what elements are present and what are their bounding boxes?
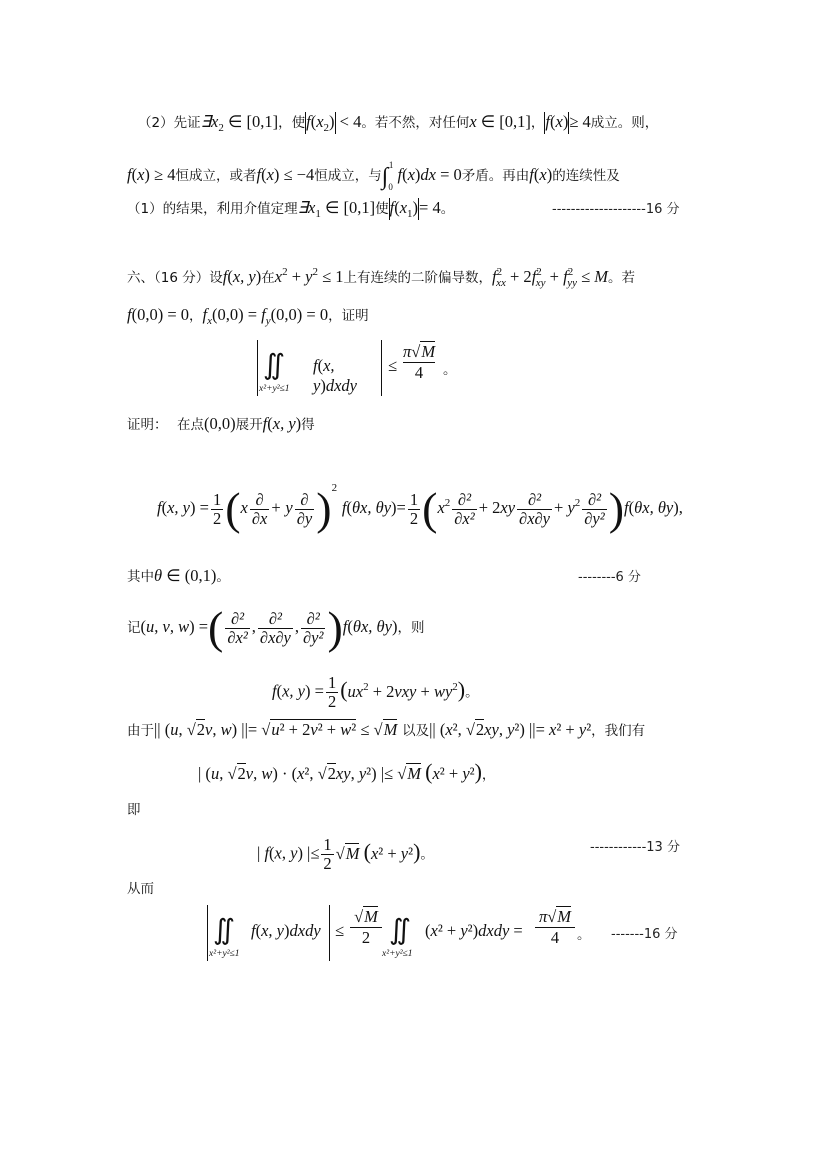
text: 成立。则， <box>590 115 659 131</box>
text: ， <box>530 115 545 131</box>
text: 由于 <box>127 723 154 739</box>
score-mark: --------6 分 <box>578 570 641 585</box>
text: ， <box>189 308 203 324</box>
text: ，我们有 <box>591 723 646 739</box>
part2-line1: （2）先证$\exists x_2$ ∈ [0,1]，使$f(x_2) < 4$。若不然，对任何x ∈ [0,1]，f(x)≥ 4成立。则， <box>138 112 659 134</box>
bound-line: | f(x, y) |≤ $\frac{1}{2}$ √M (x² + y²)。 <box>257 835 434 873</box>
proof-label: 证明： <box>127 417 168 433</box>
text: 在点 <box>177 417 205 433</box>
text: 。 <box>577 927 591 943</box>
text: 记 <box>127 620 141 636</box>
text: 得 <box>301 417 315 433</box>
text: 其中 <box>127 569 154 585</box>
q6-line1: 六、（16 分）设f(x, y)在$x^2 + y^2 \le 1$上有连续的二阶偏导数，$f^2_{xx} + 2f^2_{xy} + f^2_{yy} \le M$。若 <box>127 266 636 289</box>
text: 从而 <box>127 881 154 897</box>
text: 。 <box>216 569 230 585</box>
text: 的连续性及 <box>552 168 620 184</box>
text: 。 <box>420 846 434 863</box>
quadratic-form: f(x, y) = $\frac{1}{2}$ $(ux^2 + 2vxy + wy^2)$。 <box>272 673 479 711</box>
score-mark: --------------------16 分 <box>552 202 680 217</box>
score-mark: -------16 分 <box>611 927 678 942</box>
text: ，使 <box>278 115 306 131</box>
part2-line3: （1）的结果，利用介值定理$\exists x_1$ ∈ [0,1]使$f(x_1)= 4$。 <box>127 198 455 220</box>
cauchy-schwarz-line: | (u, √2v, w) · (x², √2xy, y²) |≤ √M (x² + y²)， <box>198 759 496 784</box>
proof-line1: 证明： 在点(0,0)展开f(x, y)得 <box>127 414 315 433</box>
document-page: （2）先证$\exists x_2$ ∈ [0,1]，使$f(x_2) < 4$。若不然，对任何x ∈ [0,1]，f(x)≥ 4成立。则， f(x) ≥ 4恒成立，或者f(x) ≤ −4恒成立，与$\int_0^1$ f(x)dx = 0矛盾。再由f(x)的连续性及 （1）的结果，利用介值定理$\exists x_1$ ∈ [0,1]使$f(x_1)= 4$。 --------------------16 分 六、（16 分）设f(x, y)在$x^2 + y^2 \le 1$上有连续的二阶偏导数，$f^2_{xx} + 2f^2_{xy} + f^2_{yy} \le M$。若 f(0,0) = 0，$f_x(0,0) = f_y(0,0) = 0$，证明 ∬ x²+y²≤1 f(x, y)dxdy ≤ π√M 4 。 证明： 在点(0,0)展开f(x, y)得 f(x, y) = $\frac{1}{2}$ (x $\frac{\partial}{\partial x}$ + y $\frac{\partial}{\partial y}$ )$^2$ f(θx, θy)= $\frac{1}{2}$ ($x^2$ $\frac{\text{∂²}}{\text{∂x²}}$ + 2xy $\frac{\text{∂²}}{\partial x\partial y}$ + $y^2$ $\frac{\text{∂²}}{\text{∂y²}}$ )f(θx, θy), 其中θ ∈ (0,1)。 --------6 分 记(u, v, w) =( $\frac{\text{∂²}}{\text{∂x²}}$ , $\frac{\text{∂²}}{\partial x\partial y}$ , $\frac{\text{∂²}}{\text{∂y²}}$ )f(θx, θy)，则 f(x, y) = $\frac{1}{2}$ $(ux^2 + 2vxy + wy^2)$。 由于|| (u, √2v, w) ||= √u² + 2v² + w² ≤ √M 以及|| (x², √2xy, y²) ||= x² + y²，我们有 | (u, √2v, w) · (x², √2xy, y²) |≤ √M (x² + y²)， 即 | f(x, y) |≤ $\frac{1}{2}$ √M (x² + y²)。 ------------13 分 从而 ∬ x²+y²≤1 f(x, y)dxdy ≤ √M 2 ∬ x²+y²≤1 (x² + y²)dxdy = π√M 4 。 -------16 分 <box>127 112 683 959</box>
text: 恒成立，或者 <box>175 168 257 184</box>
score-mark: ------------13 分 <box>590 840 680 855</box>
text: （2）先证 <box>138 115 201 131</box>
text: ， <box>481 767 496 783</box>
q6-line2: f(0,0) = 0，$f_x(0,0) = f_y(0,0) = 0$，证明 <box>127 305 369 327</box>
text: 。若不然，对任何 <box>361 115 470 131</box>
norm-line: 由于|| (u, √2v, w) ||= √u² + 2v² + w² ≤ √M 以及|| (x², √2xy, y²) ||= x² + y²，我们有 <box>127 720 646 739</box>
final-inequality: ∬ x²+y²≤1 f(x, y)dxdy ≤ √M 2 ∬ x²+y²≤1 (x² + y²)dxdy = π√M 4 。 <box>209 907 591 959</box>
text: 六、（16 分）设 <box>127 270 223 286</box>
taylor-expansion: f(x, y) = $\frac{1}{2}$ (x $\frac{\partial}{\partial x}$ + y $\frac{\partial}{\partial y}$ )$^2$ f(θx, θy)= $\frac{1}{2}$ ($x^2$ $\frac{\text{∂²}}{\text{∂x²}}$ + 2xy $\frac{\text{∂²}}{\partial x\partial y}$ + $y^2$ $\frac{\text{∂²}}{\text{∂y²}}$ )f(θx, θy), <box>157 482 683 534</box>
text: 展开 <box>235 417 263 433</box>
theta-line: 其中θ ∈ (0,1)。 <box>127 566 230 585</box>
text: 上有连续的二阶偏导数， <box>343 270 493 286</box>
text: 。 <box>443 362 457 378</box>
text: 使 <box>375 201 389 217</box>
text: 。 <box>440 201 455 217</box>
text: 矛盾。再由 <box>461 168 530 184</box>
text: 恒成立，与 <box>314 168 382 184</box>
text: （1）的结果，利用介值定理 <box>127 201 298 217</box>
text: 以及 <box>402 723 430 739</box>
text: 在 <box>261 270 275 286</box>
text: ，则 <box>397 620 425 636</box>
part2-line2: f(x) ≥ 4恒成立，或者f(x) ≤ −4恒成立，与$\int_0^1$ f(x)dx = 0矛盾。再由f(x)的连续性及 <box>127 160 620 192</box>
text: 。 <box>465 684 479 701</box>
notation-line: 记(u, v, w) =( $\frac{\text{∂²}}{\text{∂x²}}$ , $\frac{\text{∂²}}{\partial x\partial y}$ , $\frac{\text{∂²}}{\text{∂y²}}$ )f(θx, θy)，则 <box>127 602 425 653</box>
text: ，证明 <box>328 308 369 324</box>
text: 即 <box>127 802 141 818</box>
text: 。若 <box>608 270 636 286</box>
